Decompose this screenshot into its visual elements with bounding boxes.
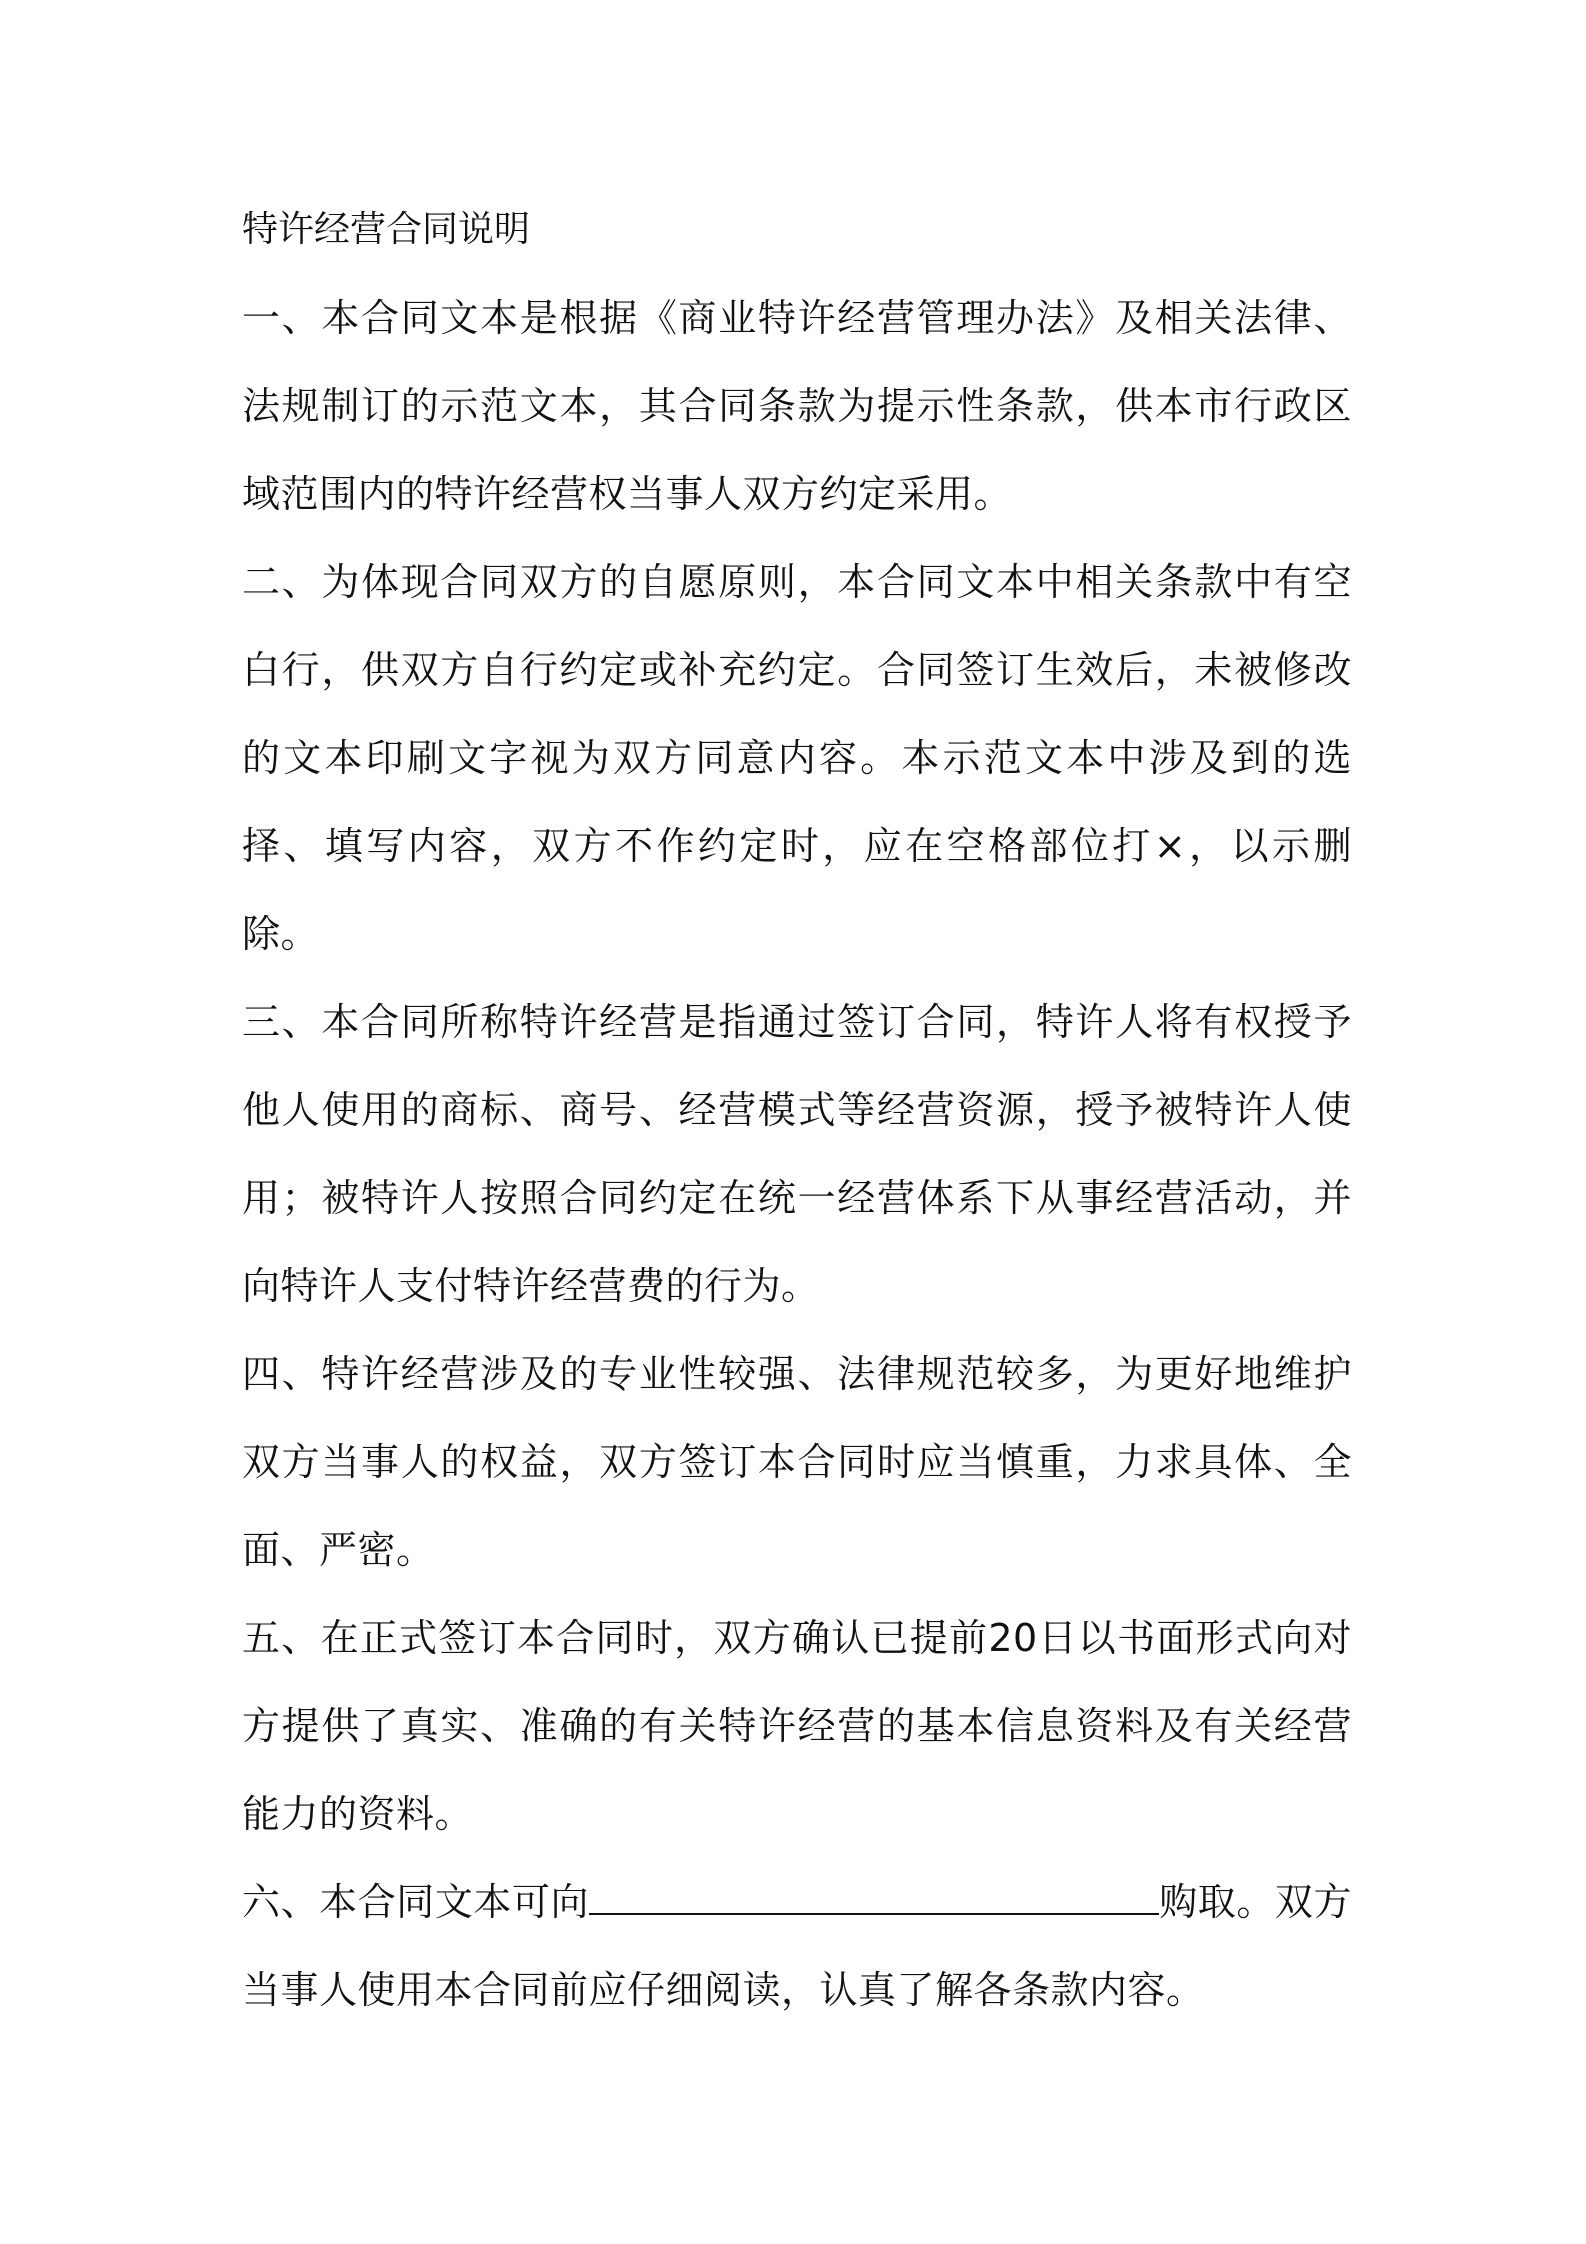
paragraph-2: 二、为体现合同双方的自愿原则，本合同文本中相关条款中有空白行，供双方自行约定或补充约定。合同签订生效后，未被修改的文本印刷文字视为双方同意内容。本示范文本中涉及到的选择、填写内容，双方不作约定时，应在空格部位打×，以示删除。 [242, 560, 1352, 956]
document-title: 特许经营合同说明 [242, 209, 531, 250]
paragraph-6-lead: 六、本合同文本可向 [242, 1880, 590, 1924]
paragraph-6-tail: 购取。双方当事人使用本合同前应仔细阅读，认真了解各条款内容。 [242, 1880, 1352, 2012]
paragraph-1: 一、本合同文本是根据《商业特许经营管理办法》及相关法律、法规制订的示范文本，其合同条款为提示性条款，供本市行政区域范围内的特许经营权当事人双方约定采用。 [242, 296, 1352, 516]
paragraph-3: 三、本合同所称特许经营是指通过签订合同，特许人将有权授予他人使用的商标、商号、经营模式等经营资源，授予被特许人使用；被特许人按照合同约定在统一经营体系下从事经营活动，并向特许人支付特许经营费的行为。 [242, 1000, 1352, 1308]
fill-in-blank-line [589, 1883, 1159, 1915]
paragraph-5: 五、在正式签订本合同时，双方确认已提前20日以书面形式向对方提供了真实、准确的有关特许经营的基本信息资料及有关经营能力的资料。 [242, 1616, 1352, 1836]
document-page [242, 186, 1352, 2034]
paragraph-6 [242, 1858, 1352, 2034]
paragraph-4: 四、特许经营涉及的专业性较强、法律规范较多，为更好地维护双方当事人的权益，双方签订本合同时应当慎重，力求具体、全面、严密。 [242, 1352, 1352, 1572]
